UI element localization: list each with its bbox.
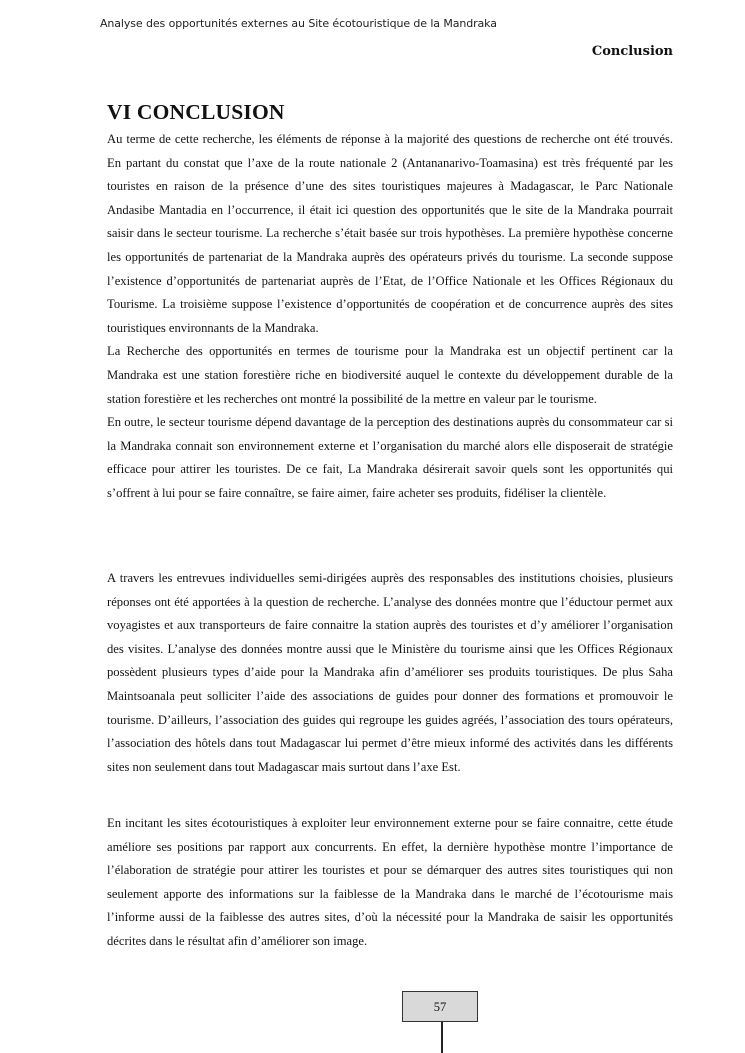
- section-header: Conclusion: [591, 44, 673, 59]
- page-number-stem: [441, 1022, 443, 1053]
- running-header: Analyse des opportunités externes au Site écotouristique de la Mandraka: [100, 17, 497, 30]
- page-number: 57: [402, 991, 478, 1022]
- paragraph-strategy: En incitant les sites écotouristiques à exploiter leur environnement externe pour se faire connaitre, cette étude améliore ses positions par rapport aux concurrents. En effet, la dernière hypothèse montre l’importance de l’élaboration de stratégie pour attirer les touristes et pour se démarquer des autres sites touristiques qui non seulement apporte des informations sur la faiblesse de la Mandraka dans le marché de l’écotourisme mais l’informe aussi de la faiblesse des autres sites, d’où la nécessité pour la Mandraka de saisir les opportunités décrites dans le résultat afin d’améliorer son image.: [107, 816, 673, 948]
- paragraph-hypotheses: Au terme de cette recherche, les éléments de réponse à la majorité des questions de recherche ont été trouvés. En partant du constat que l’axe de la route nationale 2 (Antananarivo-Toamasina) est très fréquenté par les touristes en raison de la présence d’une des sites touristiques majeures à Madagascar, le Parc Nationale Andasibe Mantadia en l’occurrence, il était ici question des opportunités que le site de la Mandraka pourrait saisir dans le secteur tourisme. La recherche s’était basée sur trois hypothèses. La première hypothèse concerne les opportunités de partenariat de la Mandraka auprès des opérateurs privés du tourisme. La seconde suppose l’existence d’opportunités de partenariat auprès de l’Etat, de l’Office Nationale et les Offices Régionaux du Tourisme. La troisième suppose l’existence d’opportunités de coopération et de concurrence auprès des sites touristiques environnants de la Mandraka.: [107, 132, 673, 335]
- body-block-2: [107, 567, 673, 779]
- body-block-1: [107, 128, 673, 506]
- paragraph-perception: En outre, le secteur tourisme dépend davantage de la perception des destinations auprès du consommateur car si la Mandraka connait son environnement externe et l’organisation du marché alors elle disposerait de stratégie efficace pour attirer les touristes. De ce fait, La Mandraka désirerait savoir quels sont les opportunités qui s’offrent à lui pour se faire connaître, se faire aimer, faire acheter ses produits, fidéliser la clientèle.: [107, 415, 673, 500]
- paragraph-interviews: A travers les entrevues individuelles semi-dirigées auprès des responsables des institutions choisies, plusieurs réponses ont été apportées à la question de recherche. L’analyse des données montre que l’éductour permet aux voyagistes et aux transporteurs de faire connaitre la station auprès des touristes et d’y améliorer l’organisation des visites. L’analyse des données montre aussi que le Ministère du tourisme ainsi que les Offices Régionaux possèdent plusieurs types d’aide pour la Mandraka afin d’améliorer ses produits touristiques. De plus Saha Maintsoanala peut solliciter l’aide des associations de guides pour donner des formations et promouvoir le tourisme. D’ailleurs, l’association des guides qui regroupe les guides agréés, l’association des tours opérateurs, l’association des hôtels dans tout Madagascar lui permet d’être mieux informé des activités dans les différents sites non seulement dans tout Madagascar mais surtout dans l’axe Est.: [107, 571, 673, 774]
- chapter-title: VI CONCLUSION: [107, 100, 285, 124]
- paragraph-research-objective: La Recherche des opportunités en termes de tourisme pour la Mandraka est un objectif pertinent car la Mandraka est une station forestière riche en biodiversité auquel le contexte du développement durable de la station forestière et les recherches ont montré la possibilité de la mettre en valeur par le tourisme.: [107, 344, 673, 406]
- body-block-3: [107, 812, 673, 954]
